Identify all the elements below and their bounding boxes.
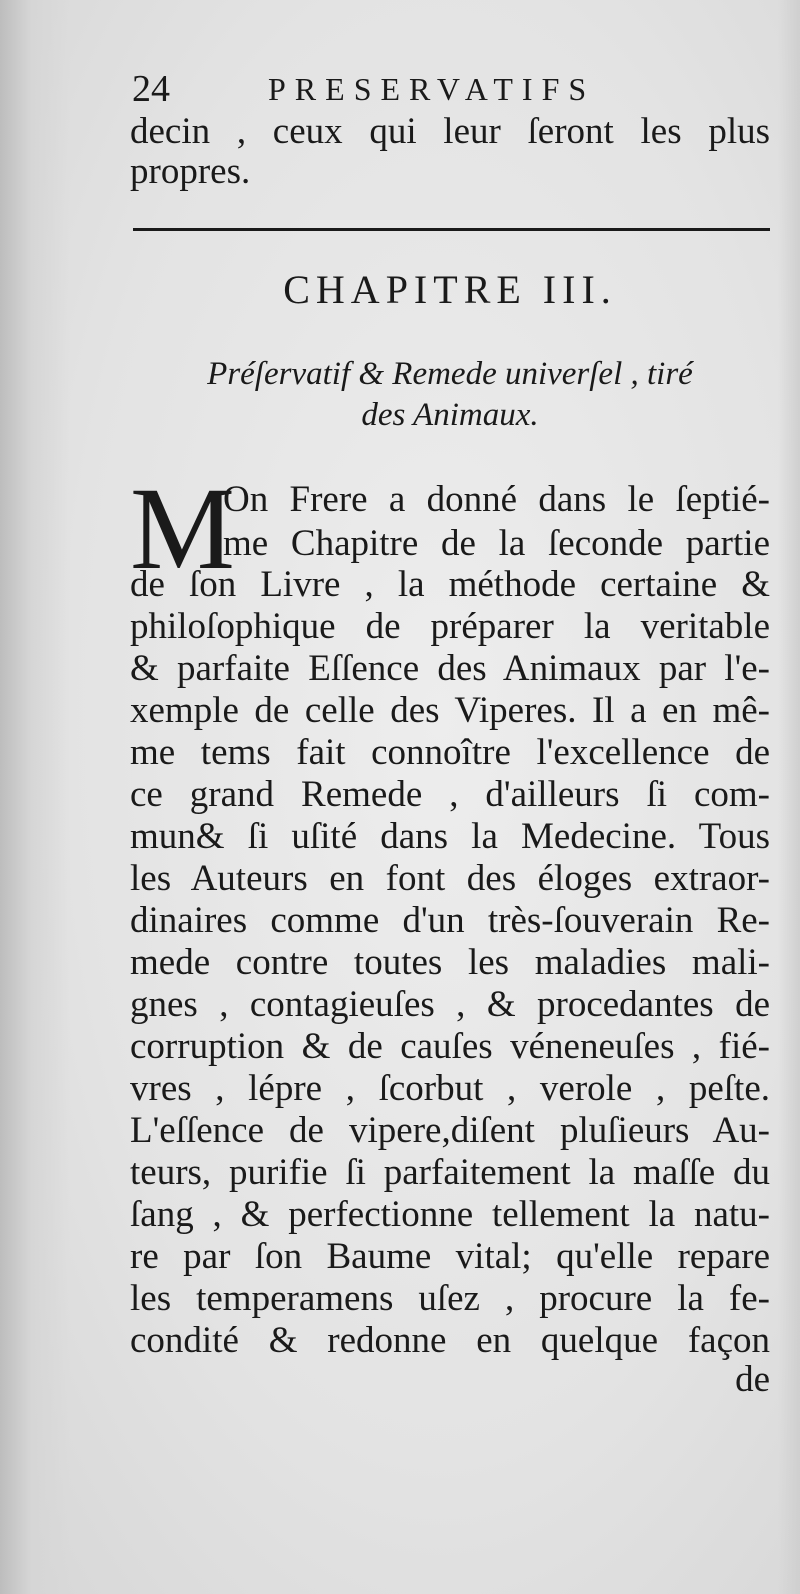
body-line: corruption & de cauſes véneneuſes , fié- bbox=[130, 1026, 770, 1067]
body-line: de ſon Livre , la méthode certaine & bbox=[130, 564, 770, 605]
body-line: re par ſon Baume vital; qu'elle repare bbox=[130, 1236, 770, 1277]
body-line: me tems fait connoître l'excellence de bbox=[130, 732, 770, 773]
body-line: gnes , contagieuſes , & procedantes de bbox=[130, 984, 770, 1025]
section-rule bbox=[133, 228, 770, 231]
catchword: de bbox=[735, 1359, 770, 1400]
chapter-subtitle-line-1: Préſervatif & Remede univerſel , tiré bbox=[207, 356, 693, 392]
body-line: dinaires comme d'un très-ſouverain Re- bbox=[130, 900, 770, 941]
body-line: L'eſſence de vipere,diſent pluſieurs Au- bbox=[130, 1110, 770, 1151]
running-head: PRESERVATIFS bbox=[268, 71, 596, 107]
body-line: ſang , & perfectionne tellement la natu- bbox=[130, 1194, 770, 1235]
body-line: condité & redonne en quelque façon bbox=[130, 1320, 770, 1361]
gutter-shadow bbox=[0, 0, 70, 1594]
body-line: ce grand Remede , d'ailleurs ſi com- bbox=[130, 774, 770, 815]
page-header bbox=[132, 66, 632, 112]
body-line: les Auteurs en font des éloges extraor- bbox=[130, 858, 770, 899]
body-line: teurs, purifie ſi parfaitement la maſſe du bbox=[130, 1152, 770, 1193]
body-line: mede contre toutes les maladies mali- bbox=[130, 942, 770, 983]
body-line: me Chapitre de la ſeconde partie bbox=[223, 523, 770, 564]
carryover-line-2: propres. bbox=[130, 151, 251, 192]
page-number: 24 bbox=[132, 68, 170, 110]
carryover-line-1: decin , ceux qui leur ſeront les plus bbox=[130, 111, 770, 152]
body-line: On Frere a donné dans le ſeptié- bbox=[223, 479, 770, 520]
chapter-subtitle-line-2: des Animaux. bbox=[361, 397, 539, 433]
body-line: philoſophique de préparer la veritable bbox=[130, 606, 770, 647]
page-edge-shadow bbox=[778, 0, 800, 1594]
body-line: xemple de celle des Viperes. Il a en mê- bbox=[130, 690, 770, 731]
drop-cap: M bbox=[130, 463, 235, 594]
body-line: les temperamens uſez , procure la fe- bbox=[130, 1278, 770, 1319]
body-line: mun& ſi uſité dans la Medecine. Tous bbox=[130, 816, 770, 857]
chapter-title: CHAPITRE III. bbox=[283, 267, 617, 312]
body-line: & parfaite Eſſence des Animaux par l'e- bbox=[130, 648, 770, 689]
body-line: vres , lépre , ſcorbut , verole , peſte. bbox=[130, 1068, 770, 1109]
